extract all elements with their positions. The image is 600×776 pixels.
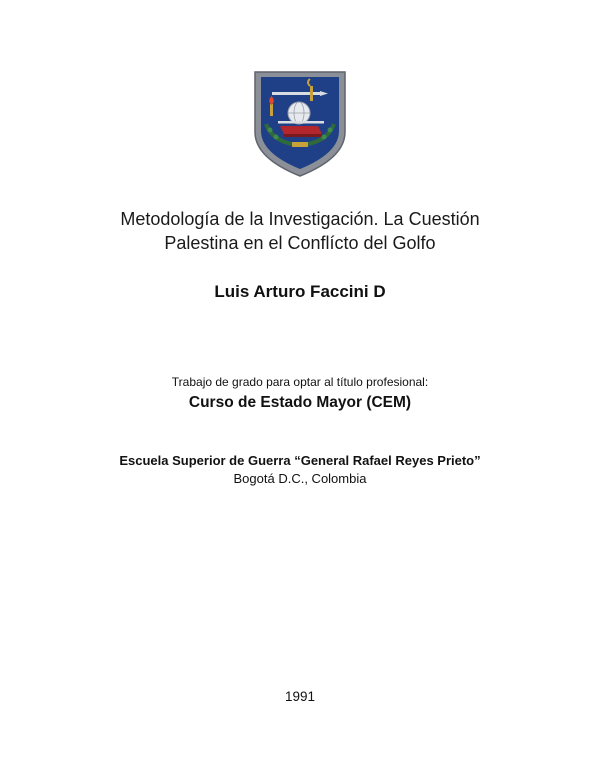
degree-note: Trabajo de grado para optar al título profesional: <box>171 375 429 389</box>
document-title <box>0 207 600 255</box>
document-title-line-1: Metodología de la Investigación. La Cuestión <box>120 209 480 229</box>
document-title-line-2: Palestina en el Conflícto del Golfo <box>164 233 436 253</box>
publication-year: 1991 <box>284 689 316 704</box>
institution-city: Bogotá D.C., Colombia <box>233 471 367 486</box>
degree-name: Curso de Estado Mayor (CEM) <box>188 394 412 411</box>
author-name: Luis Arturo Faccini D <box>214 282 386 301</box>
military-school-crest-icon <box>252 70 348 178</box>
institution-name: Escuela Superior de Guerra “General Rafael Reyes Prieto” <box>119 453 481 468</box>
